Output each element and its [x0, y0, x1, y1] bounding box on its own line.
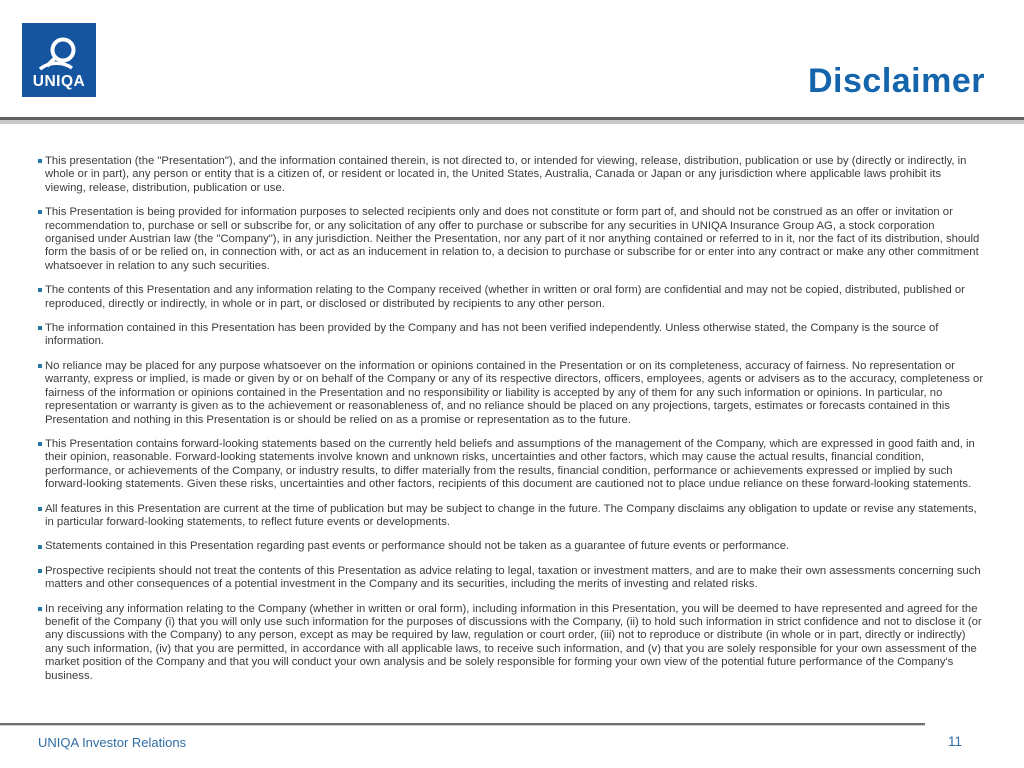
bullet-square-icon: [38, 545, 42, 549]
disclaimer-paragraph: [38, 155, 985, 195]
disclaimer-paragraph: [38, 360, 985, 427]
paragraph-text: This Presentation is being provided for information purposes to selected recipients only and does not constitute or form part of, and should not be construed as an offer or invitation or recommendation to, purchase or sell or subscribe for, or any solicitation of any offer to purchase or subscribe for any securities in UNIQA Insurance Group AG, a stock corporation organised under Austrian law (the "Company"), in any jurisdiction. Neither the Presentation, nor any part of it nor anything contained or referred to in it, nor the fact of its distribution, should form the basis of or be relied on, in connection with, or act as an inducement in relation to, a decision to purchase or subscribe for or enter into any contract or make any other commitment whatsoever in relation to any such securities.: [45, 206, 980, 272]
bullet-square-icon: [38, 288, 42, 292]
page-title: Disclaimer: [808, 62, 985, 100]
paragraph-text: All features in this Presentation are current at the time of publication but may be subject to change in the future. The Company disclaims any obligation to update or revise any statements, in particular forward-looking statements, to reflect future events or developments.: [45, 502, 977, 528]
disclaimer-paragraph: [38, 322, 985, 349]
bullet-square-icon: [38, 364, 42, 368]
paragraph-text: No reliance may be placed for any purpose whatsoever on the information or opinions contained in the Presentation or on its completeness, accuracy of fairness. No representation or warranty, express or implied, is made or given by or on behalf of the Company or any of its respective directors, officers, employees, agents or advisers as to the accuracy, completeness or fairness of the information or opinions contained in the Presentation and no responsibility or liability is accepted by any of them for any such information or opinions. In particular, no representation or warranty is given as to the achievement or reasonableness of, and no reliance should be placed on any projections, targets, estimates or forecasts contained in this Presentation and nothing in this Presentation is or should be relied on as a promise or representation as to the future.: [45, 359, 984, 426]
disclaimer-paragraph: [38, 284, 985, 311]
bullet-square-icon: [38, 442, 42, 446]
disclaimer-paragraph: [38, 503, 985, 530]
disclaimer-paragraph: [38, 438, 985, 492]
bullet-square-icon: [38, 326, 42, 330]
disclaimer-paragraph: [38, 565, 985, 592]
paragraph-text: Prospective recipients should not treat the contents of this Presentation as advice relating to legal, taxation or investment matters, and are to make their own assessments concerning such matters and other consequences of a potential investment in the Company and its securities, including the merits of investing and related risks.: [45, 564, 981, 591]
paragraph-text: The contents of this Presentation and any information relating to the Company received (whether in written or oral form) are confidential and may not be copied, distributed, published or reproduced, directly or indirectly, in whole or in part, or disclosed or distributed by recipients to any other person.: [45, 284, 965, 310]
disclaimer-paragraph: [38, 603, 985, 683]
uniqa-logo: [22, 23, 96, 97]
page-number: 11: [947, 734, 962, 749]
bullet-square-icon: [38, 607, 42, 611]
paragraph-text: This presentation (the "Presentation"), and the information contained therein, is not directed to, or intended for viewing, release, distribution, publication or use by (directly or indirectly, in whole or in part), any person or entity that is a citizen of, or resident or located in, the United States, Australia, Canada or Japan or any jurisdiction where applicable laws prohibit its viewing, release, distribution, publication or use.: [45, 155, 967, 194]
paragraph-text: Statements contained in this Presentation regarding past events or performance should not be taken as a guarantee of future events or performance.: [45, 540, 790, 553]
disclaimer-list: [38, 155, 985, 694]
paragraph-text: In receiving any information relating to the Company (whether in written or oral form), including information in this Presentation, you will be deemed to have represented and agreed for the benefit of the Company (i) that you will only use such information for the purposes of discussions with the Company, (ii) to hold such information in strict confidence and not to disclose it (or any discussions with the Company) to any person, except as may be required by law, regulation or court order, (iii) not to reproduce or distribute (in whole or in part, directly or indirectly) any such information, (iv) that you are permitted, in accordance with all applicable laws, to receive such information, and (v) that you are solely responsible for your own assessment of the market position of the Company and that you will conduct your own analysis and be solely responsible for forming your own view of the potential future performance of the Company's business.: [45, 602, 982, 682]
paragraph-text: The information contained in this Presentation has been provided by the Company and has not been verified independently. Unless otherwise stated, the Company is the source of information.: [45, 322, 939, 348]
paragraph-text: This Presentation contains forward-looking statements based on the currently held beliefs and assumptions of the management of the Company, which are expressed in good faith and, in their opinion, reasonable. Forward-looking statements involve known and unknown risks, uncertainties and other factors, which may cause the actual results, financial condition, performance, or achievements of the Company, or industry results, to differ materially from the results, financial condition, performance or achievements expressed or implied by such forward-looking statements. Given these risks, uncertainties and other factors, recipients of this document are cautioned not to place undue reliance on these forward-looking statements.: [45, 437, 975, 491]
disclaimer-paragraph: [38, 540, 985, 553]
header-divider: [0, 117, 1024, 124]
bullet-square-icon: [38, 507, 42, 511]
bullet-square-icon: [38, 569, 42, 573]
footer-label: UNIQA Investor Relations: [38, 735, 187, 750]
disclaimer-paragraph: [38, 206, 985, 273]
logo-wordmark: UNIQA: [32, 73, 86, 90]
bullet-square-icon: [38, 159, 42, 163]
bullet-square-icon: [38, 210, 42, 214]
footer-divider: [0, 723, 925, 725]
